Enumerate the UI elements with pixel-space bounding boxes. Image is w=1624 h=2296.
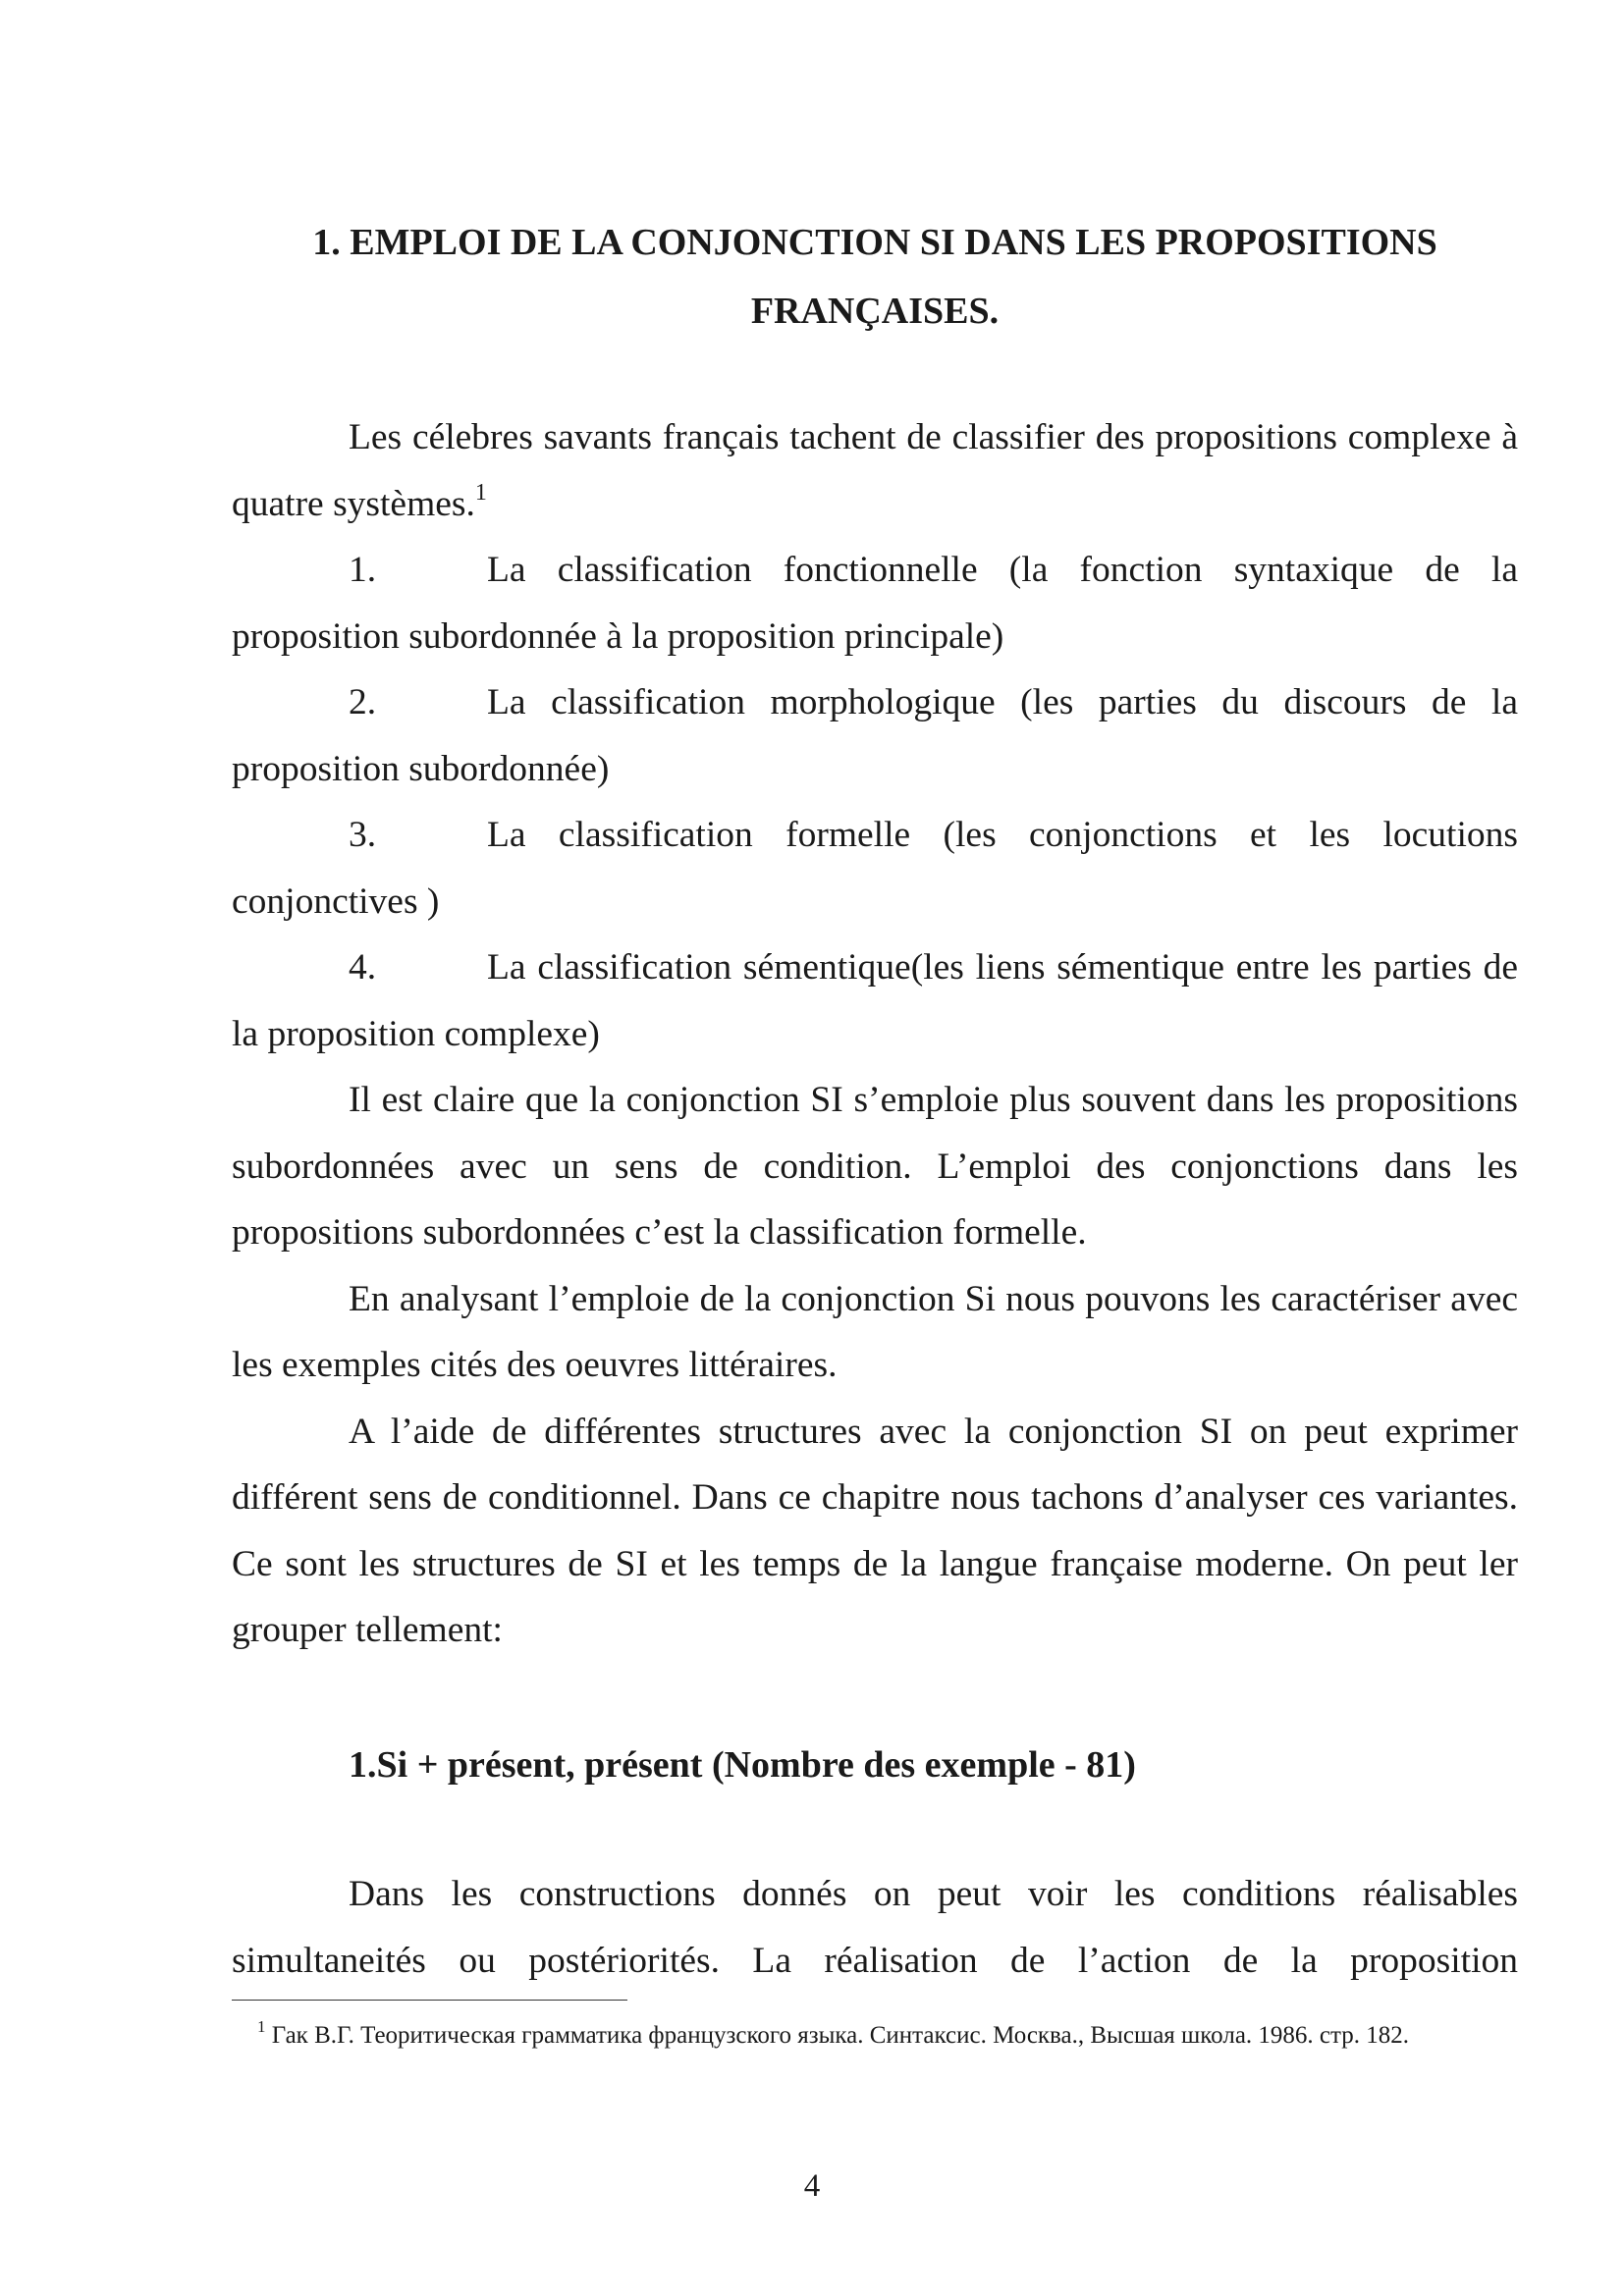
- subsection-body: [232, 1861, 1518, 1994]
- footnote-text: Гак В.Г. Теоритическая грамматика французского языка. Синтаксис. Москва., Высшая школа. 1986. стр. 182.: [271, 2022, 1409, 2049]
- page-number: 4: [803, 2168, 821, 2204]
- classification-item-2: [232, 669, 1518, 802]
- classification-text: La classification sémentique(les liens sémentique entre les parties de la proposition complexe): [232, 947, 1518, 1054]
- chapter-heading-line-1: 1. EMPLOI DE LA CONJONCTION SI DANS LES PROPOSITIONS: [312, 222, 1437, 263]
- chapter-heading: [232, 208, 1518, 346]
- classification-text: La classification formelle (les conjonctions et les locutions conjonctives ): [232, 815, 1518, 922]
- classification-text: La classification morphologique (les parties du discours de la proposition subordonnée): [232, 682, 1518, 789]
- footnote-separator: [232, 2000, 627, 2001]
- classification-number: 4.: [349, 947, 377, 988]
- classification-number: 1.: [349, 550, 377, 590]
- classification-number: 3.: [349, 815, 377, 855]
- footnote: [232, 2011, 1518, 2060]
- classification-item-4: [232, 934, 1518, 1067]
- main-body: [232, 404, 1518, 1664]
- classification-item-3: [232, 802, 1518, 934]
- subsection-paragraph: Dans les constructions donnés on peut voir les conditions réalisables simultaneités ou postériorités. La réalisation de l’action de la proposition: [232, 1874, 1518, 1981]
- footnote-marker: 1: [257, 2016, 266, 2036]
- chapter-heading-line-2: FRANÇAISES.: [750, 291, 1000, 332]
- classification-text: La classification fonctionnelle (la fonction syntaxique de la proposition subordonnée à la proposition principale): [232, 550, 1518, 657]
- classification-item-1: [232, 537, 1518, 669]
- body-paragraph: Il est claire que la conjonction SI s’emploie plus souvent dans les propositions subordonnées avec un sens de condition. L’emploi des conjonctions dans les propositions subordonnées c’est la classification formelle.: [232, 1080, 1518, 1253]
- body-paragraph: En analysant l’emploie de la conjonction Si nous pouvons les caractériser avec les exemples cités des oeuvres littéraires.: [232, 1278, 1518, 1385]
- footnote-reference: 1: [474, 480, 487, 506]
- intro-text: Les célebres savants français tachent de classifier des propositions complexe à quatre systèmes.: [232, 417, 1518, 524]
- intro-paragraph: [232, 404, 1518, 537]
- section-subheading: 1.Si + présent, présent (Nombre des exemple - 81): [349, 1744, 1136, 1786]
- body-paragraph: A l’aide de différentes structures avec la conjonction SI on peut exprimer différent sens de conditionnel. Dans ce chapitre nous tachons d’analyser ces variantes. Ce sont les structures de SI et les temps de la langue française moderne. On peut ler grouper tellement:: [232, 1411, 1518, 1650]
- classification-number: 2.: [349, 682, 377, 722]
